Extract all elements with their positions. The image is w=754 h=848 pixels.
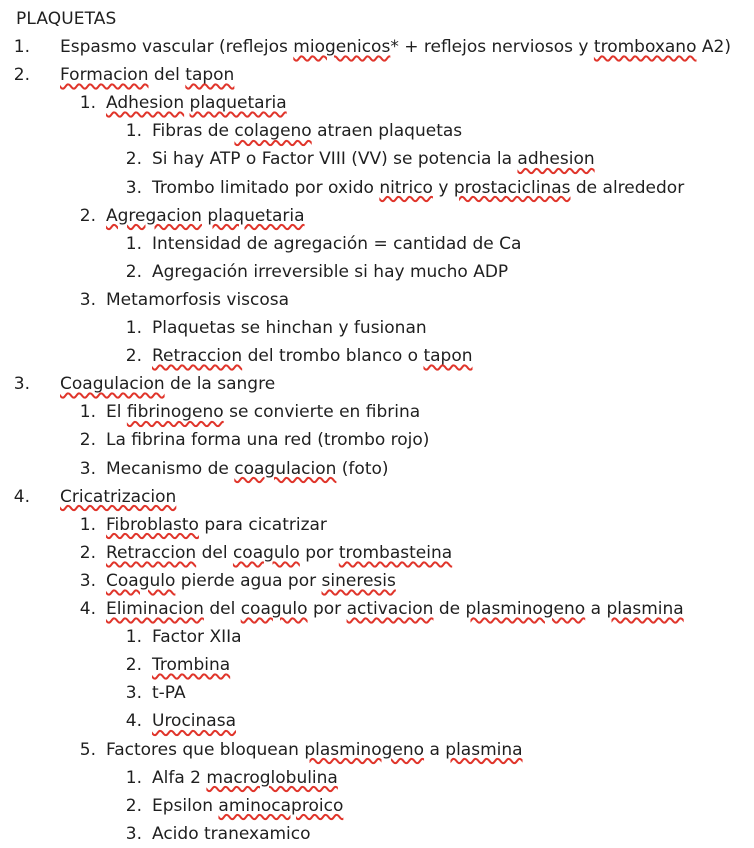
text-segment: y [432, 177, 454, 198]
text-segment: para cicatrizar [198, 514, 327, 535]
text-segment: (foto) [336, 458, 389, 479]
list-item-text [152, 147, 595, 171]
spellcheck-flagged-word: coagulacion [234, 458, 337, 479]
text-segment: del trombo blanco o [242, 346, 424, 367]
list-item-text [106, 569, 396, 593]
spellcheck-flagged-word: plaquetaria [207, 205, 305, 226]
list-item-text [152, 316, 427, 340]
text-segment: por [307, 599, 347, 619]
spellcheck-flagged-word: tromboxano [593, 37, 697, 57]
spellcheck-flagged-word: nitrico [379, 177, 433, 198]
page-title: PLAQUETAS [16, 9, 117, 29]
list-item-number: 3. [79, 458, 96, 479]
spellcheck-flagged-word: Eliminacion [106, 599, 204, 619]
spellcheck-flagged-word: plasmina [606, 599, 684, 619]
list-item-number: 1. [79, 514, 96, 535]
list-item-number: 1. [125, 627, 142, 648]
spellcheck-flagged-word: Trombina [152, 655, 231, 676]
list-item-number: 5. [79, 739, 96, 760]
spellcheck-flagged-word: trombasteina [338, 542, 453, 563]
list-item-number: 3. [79, 289, 96, 310]
spellcheck-flagged-word: adhesion [517, 149, 595, 170]
list-item-text [152, 794, 343, 818]
spellcheck-flagged-word: Urocinasa [152, 711, 236, 732]
list-item-text [152, 822, 311, 846]
spellcheck-flagged-word: aminocaproico [218, 795, 344, 816]
list-item-text [60, 63, 234, 87]
list-item-text [152, 653, 230, 677]
list-item-number: 2. [79, 542, 96, 563]
list-item-text [152, 176, 684, 200]
text-segment: por [299, 542, 339, 563]
list-item-number: 4. [13, 486, 30, 507]
text-segment: Alfa 2 [152, 767, 207, 788]
list-item-text [106, 541, 452, 565]
text-segment: A2) [696, 37, 731, 57]
text-segment: La fibrina forma una red (trombo rojo) [106, 430, 430, 451]
list-item-number: 1. [125, 318, 142, 338]
list-item-number: 2. [125, 149, 142, 170]
spellcheck-flagged-word: activacion [346, 599, 434, 619]
text-segment: Factores que bloquean [106, 739, 305, 760]
list-item-text [60, 485, 176, 509]
list-item-number: 3. [13, 374, 30, 395]
text-segment: se convierte en fibrina [223, 402, 421, 423]
text-segment: * + reflejos nerviosos y [390, 37, 594, 57]
text-segment: Espasmo vascular (reflejos [60, 37, 294, 57]
list-item-text [152, 709, 236, 733]
list-item-number: 2. [125, 795, 142, 816]
spellcheck-flagged-word: Formacion [60, 65, 149, 86]
spellcheck-flagged-word: Coagulacion [60, 374, 165, 395]
text-segment: El [106, 402, 127, 423]
text-segment: Metamorfosis viscosa [106, 289, 290, 310]
text-segment: a [585, 599, 607, 619]
list-item-text [152, 232, 521, 256]
text-segment: Plaquetas se hinchan y fusionan [152, 318, 427, 338]
spellcheck-flagged-word: tapon [423, 346, 473, 367]
spellcheck-flagged-word: plaquetaria [189, 93, 287, 114]
text-segment: atraen plaquetas [311, 121, 463, 142]
text-segment: de la sangre [164, 374, 276, 395]
list-item-number: 4. [125, 711, 142, 732]
list-item-text [106, 513, 327, 537]
list-item-number: 2. [125, 346, 142, 367]
list-item-number: 1. [125, 767, 142, 788]
list-item-text [152, 681, 186, 705]
spellcheck-flagged-word: plasmina [445, 739, 523, 760]
text-segment: Fibras de [152, 121, 235, 142]
text-segment: del [148, 65, 186, 86]
spellcheck-flagged-word: coagulo [232, 542, 300, 563]
list-item-text [152, 260, 508, 284]
spellcheck-flagged-word: tapon [185, 65, 235, 86]
spellcheck-flagged-word: plasminogeno [465, 599, 586, 619]
list-item-number: 3. [79, 570, 96, 591]
list-item-text [60, 372, 275, 396]
text-segment: Agregación irreversible si hay mucho ADP [152, 261, 509, 282]
text-segment: t-PA [152, 683, 186, 704]
spellcheck-flagged-word: prostaciclinas [453, 177, 571, 198]
list-item-number: 3. [125, 683, 142, 704]
text-segment: Factor XIIa [152, 627, 242, 648]
text-segment: del [196, 542, 233, 563]
list-item-text [106, 400, 420, 424]
spellcheck-flagged-word: Adhesion [106, 93, 185, 114]
text-segment: a [424, 739, 446, 760]
list-item-number: 1. [125, 121, 142, 142]
list-item-number: 4. [79, 599, 96, 619]
spellcheck-flagged-word: Fibroblasto [106, 514, 199, 535]
spellcheck-flagged-word: macroglobulina [206, 767, 338, 788]
list-item-number: 3. [125, 177, 142, 198]
list-item-number: 2. [13, 65, 30, 86]
spellcheck-flagged-word: sineresis [321, 570, 396, 591]
list-item-text [152, 766, 338, 790]
list-item-number: 2. [125, 261, 142, 282]
spellcheck-flagged-word: Retraccion [106, 542, 197, 563]
spellcheck-flagged-word: coagulo [240, 599, 308, 619]
spellcheck-flagged-word: colageno [234, 121, 312, 142]
text-segment: de [433, 599, 466, 619]
text-segment: de alrededor [570, 177, 685, 198]
text-segment: Si hay ATP o Factor VIII (VV) se potencia la [152, 149, 518, 170]
list-item-number: 1. [79, 402, 96, 423]
spellcheck-flagged-word: Retraccion [152, 346, 243, 367]
list-item-text [106, 597, 684, 621]
list-item-text [152, 119, 462, 143]
list-item-text [106, 288, 289, 312]
list-item-text [106, 457, 389, 481]
spellcheck-flagged-word: Coagulo [106, 570, 176, 591]
text-segment: Epsilon [152, 795, 219, 816]
list-item-text [106, 91, 287, 115]
spellcheck-flagged-word: plasminogeno [304, 739, 425, 760]
list-item-text [106, 738, 523, 762]
spellcheck-flagged-word: Agregacion [106, 205, 202, 226]
spellcheck-flagged-word: miogenicos [293, 37, 391, 57]
text-segment: Trombo limitado por oxido [152, 177, 380, 198]
text-segment: Acido tranexamico [152, 823, 311, 844]
list-item-text [106, 428, 429, 452]
list-item-text [152, 625, 242, 649]
spellcheck-flagged-word: fibrinogeno [126, 402, 224, 423]
list-item-number: 2. [79, 205, 96, 226]
text-segment: Intensidad de agregación = cantidad de Ca [152, 233, 522, 254]
text-segment: del [203, 599, 241, 619]
text-segment: pierde agua por [175, 570, 322, 591]
list-item-number: 2. [125, 655, 142, 676]
text-segment: Mecanismo de [106, 458, 235, 479]
list-item-text [152, 344, 473, 368]
spellcheck-flagged-word: Cricatrizacion [60, 486, 177, 507]
list-item-number: 1. [13, 37, 30, 57]
list-item-text [60, 35, 731, 59]
list-item-number: 3. [125, 823, 142, 844]
list-item-number: 1. [125, 233, 142, 254]
list-item-number: 2. [79, 430, 96, 451]
list-item-text [106, 204, 305, 228]
list-item-number: 1. [79, 93, 96, 114]
